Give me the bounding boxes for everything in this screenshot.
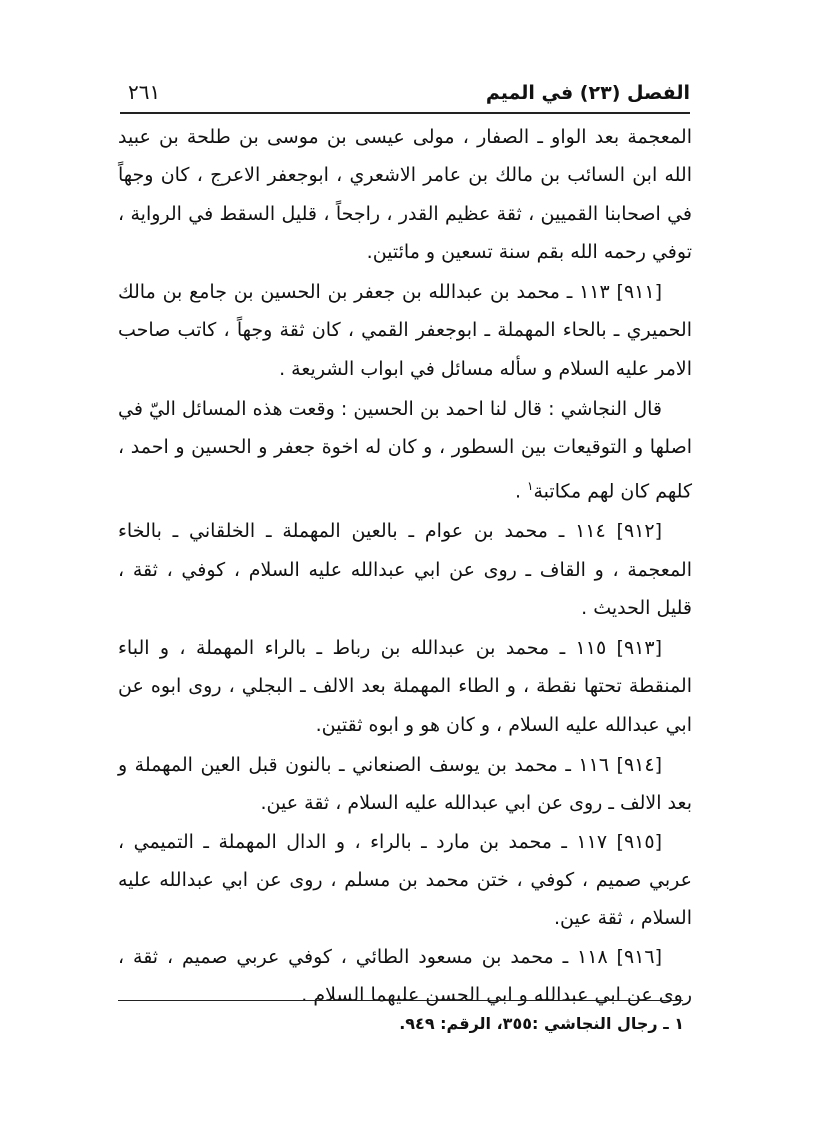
footnote-reference[interactable]: ١ xyxy=(527,478,534,493)
najashi-quote-end: . xyxy=(514,480,528,502)
entry-912: [٩١٢] ١١٤ ـ محمد بن عوام ـ بالعين المهملة ـ الخلقاني ـ بالخاء المعجمة ، و القاف ـ روى عن ابي عبدالله عليه السلام ، كوفي ، ثقة ، قليل الحديث . xyxy=(118,520,692,619)
entry-915: [٩١٥] ١١٧ ـ محمد بن مارد ـ بالراء ، و الدال المهملة ـ التميمي ، عربي صميم ، كوفي ، ختن محمد بن مسلم ، روى عن ابي عبدالله عليه السلام ، ثقة عين. xyxy=(118,830,692,930)
footnote: ١ ـ رجال النجاشي :٣٥٥، الرقم: ٩٤٩. xyxy=(399,1014,684,1033)
main-text xyxy=(118,118,692,1014)
najashi-quote-text: قال النجاشي : قال لنا احمد بن الحسين : وقعت هذه المسائل اليّ في اصلها و التوقيعات بين السطور ، و كان له اخوة جعفر و الحسين و احمد ، كلهم كان لهم مكاتبة xyxy=(118,398,692,502)
page-header xyxy=(120,72,690,114)
entry-914: [٩١٤] ١١٦ ـ محمد بن يوسف الصنعاني ـ بالنون قبل العين المهملة و بعد الالف ـ روى عن ابي عبدالله عليه السلام ، ثقة عين. xyxy=(118,754,692,815)
najashi-quote xyxy=(118,390,692,510)
entry-911: [٩١١] ١١٣ ـ محمد بن عبدالله بن جعفر بن الحسين بن جامع بن مالك الحميري ـ بالحاء المهملة ـ ابوجعفر القمي ، كان ثقة وجهاً ، كاتب صاحب الامر عليه السلام و سأله مسائل في ابواب الشريعة . xyxy=(118,281,692,380)
page-number: ٢٦١ xyxy=(128,80,161,104)
entry-916: [٩١٦] ١١٨ ـ محمد بن مسعود الطائي ، كوفي عربي صميم ، ثقة ، روى عن ابي عبدالله و ابي الحسن عليهما السلام . xyxy=(118,945,692,1006)
chapter-title: الفصل (٢٣) في الميم xyxy=(485,82,690,104)
footnote-divider xyxy=(118,1000,683,1001)
paragraph-continuation: المعجمة بعد الواو ـ الصفار ، مولى عيسى بن موسى بن طلحة بن عبيد الله ابن السائب بن مالك بن عامر الاشعري ، ابوجعفر الاعرج ، كان وجهاً في اصحابنا القميين ، ثقة عظيم القدر ، راجحاً ، قليل السقط في الرواية ، توفي رحمه الله بقم سنة تسعين و مائتين. xyxy=(118,126,692,263)
entry-913: [٩١٣] ١١٥ ـ محمد بن عبدالله بن رباط ـ بالراء المهملة ، و الباء المنقطة تحتها نقطة ، و الطاء المهملة بعد الالف ـ البجلي ، روى ابوه عن ابي عبدالله عليه السلام ، و كان هو و ابوه ثقتين. xyxy=(118,637,692,736)
